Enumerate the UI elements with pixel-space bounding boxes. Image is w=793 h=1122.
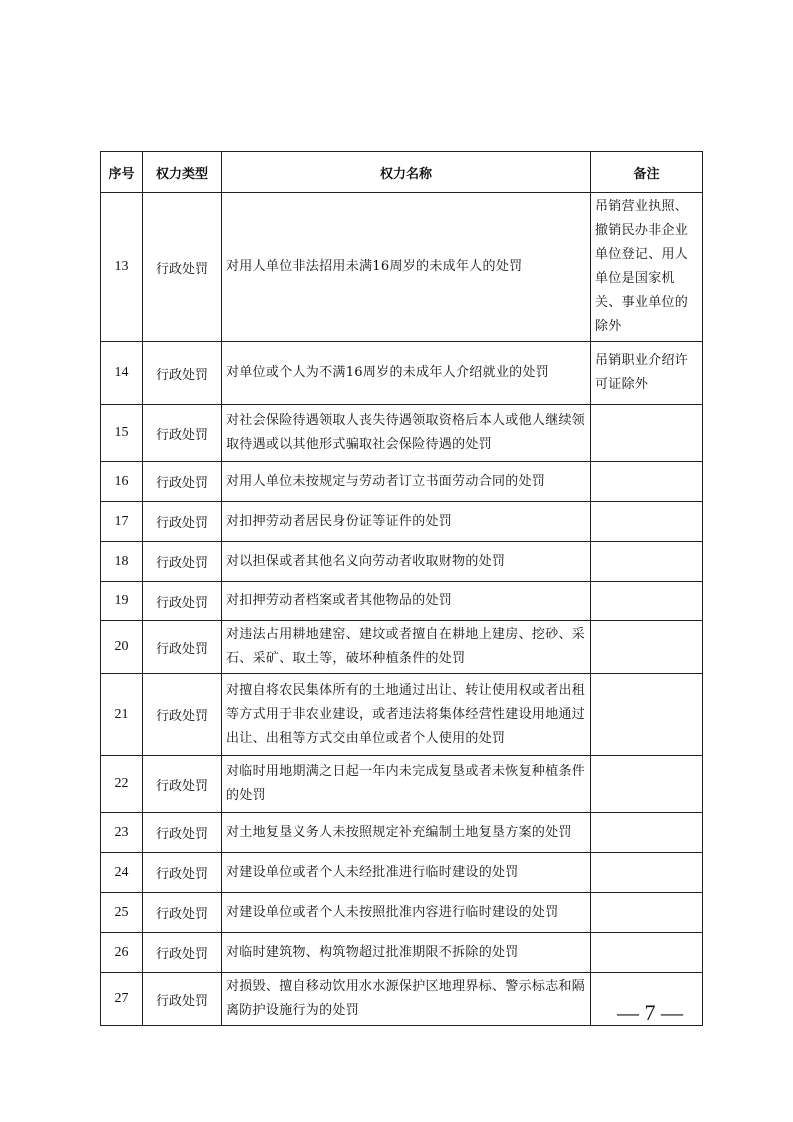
row-name: 对社会保险待遇领取人丧失待遇领取资格后本人或他人继续领取待遇或以其他形式骗取社会保险待遇的处罚 [222,405,591,462]
row-name: 对用人单位未按规定与劳动者订立书面劳动合同的处罚 [222,462,591,502]
row-type: 行政处罚 [143,674,222,756]
header-name: 权力名称 [222,152,591,193]
row-remark [591,813,703,853]
table-row [101,933,703,973]
row-remark [591,542,703,582]
table-header-row [101,152,703,193]
row-no: 27 [101,973,143,1026]
table-row [101,342,703,405]
row-type: 行政处罚 [143,853,222,893]
row-name: 对擅自将农民集体所有的土地通过出让、转让使用权或者出租等方式用于非农业建设，或者违法将集体经营性建设用地通过出让、出租等方式交由单位或者个人使用的处罚 [222,674,591,756]
row-type: 行政处罚 [143,582,222,621]
table-row [101,582,703,621]
row-name: 对单位或个人为不满16周岁的未成年人介绍就业的处罚 [222,342,591,405]
table-row [101,542,703,582]
row-name: 对扣押劳动者居民身份证等证件的处罚 [222,502,591,542]
row-no: 16 [101,462,143,502]
row-type: 行政处罚 [143,193,222,342]
table-row [101,813,703,853]
header-type: 权力类型 [143,152,222,193]
row-type: 行政处罚 [143,405,222,462]
row-name: 对用人单位非法招用未满16周岁的未成年人的处罚 [222,193,591,342]
row-remark [591,674,703,756]
row-remark [591,893,703,933]
row-no: 25 [101,893,143,933]
row-no: 14 [101,342,143,405]
row-type: 行政处罚 [143,973,222,1026]
row-name: 对以担保或者其他名义向劳动者收取财物的处罚 [222,542,591,582]
table-row [101,193,703,342]
row-type: 行政处罚 [143,893,222,933]
row-type: 行政处罚 [143,542,222,582]
row-name: 对违法占用耕地建窑、建坟或者擅自在耕地上建房、挖砂、采石、采矿、取土等，破坏种植条件的处罚 [222,621,591,674]
row-no: 22 [101,756,143,813]
table-row [101,462,703,502]
row-no: 23 [101,813,143,853]
table-row [101,893,703,933]
row-name: 对临时建筑物、构筑物超过批准期限不拆除的处罚 [222,933,591,973]
row-no: 26 [101,933,143,973]
row-name: 对建设单位或者个人未按照批准内容进行临时建设的处罚 [222,893,591,933]
row-type: 行政处罚 [143,621,222,674]
row-name: 对损毁、擅自移动饮用水水源保护区地理界标、警示标志和隔离防护设施行为的处罚 [222,973,591,1026]
row-remark: 吊销营业执照、撤销民办非企业单位登记、用人单位是国家机关、事业单位的除外 [591,193,703,342]
table-row [101,621,703,674]
row-no: 13 [101,193,143,342]
row-type: 行政处罚 [143,933,222,973]
row-remark [591,933,703,973]
table-row [101,502,703,542]
row-type: 行政处罚 [143,342,222,405]
row-name: 对扣押劳动者档案或者其他物品的处罚 [222,582,591,621]
row-no: 21 [101,674,143,756]
row-remark [591,853,703,893]
row-remark [591,462,703,502]
row-type: 行政处罚 [143,813,222,853]
row-remark [591,621,703,674]
row-remark [591,756,703,813]
row-name: 对土地复垦义务人未按照规定补充编制土地复垦方案的处罚 [222,813,591,853]
row-name: 对临时用地期满之日起一年内未完成复垦或者未恢复种植条件的处罚 [222,756,591,813]
row-remark [591,582,703,621]
table-row [101,674,703,756]
row-type: 行政处罚 [143,462,222,502]
row-remark [591,502,703,542]
row-remark: 吊销职业介绍许可证除外 [591,342,703,405]
table-row [101,405,703,462]
row-no: 15 [101,405,143,462]
row-remark [591,405,703,462]
row-no: 19 [101,582,143,621]
row-no: 18 [101,542,143,582]
table-row [101,853,703,893]
row-no: 17 [101,502,143,542]
header-no: 序号 [101,152,143,193]
page-number: — 7 — [617,1000,683,1025]
header-remark: 备注 [591,152,703,193]
table-row [101,756,703,813]
row-no: 24 [101,853,143,893]
row-name: 对建设单位或者个人未经批准进行临时建设的处罚 [222,853,591,893]
power-list-table [100,151,703,1026]
row-no: 20 [101,621,143,674]
row-type: 行政处罚 [143,502,222,542]
row-type: 行政处罚 [143,756,222,813]
